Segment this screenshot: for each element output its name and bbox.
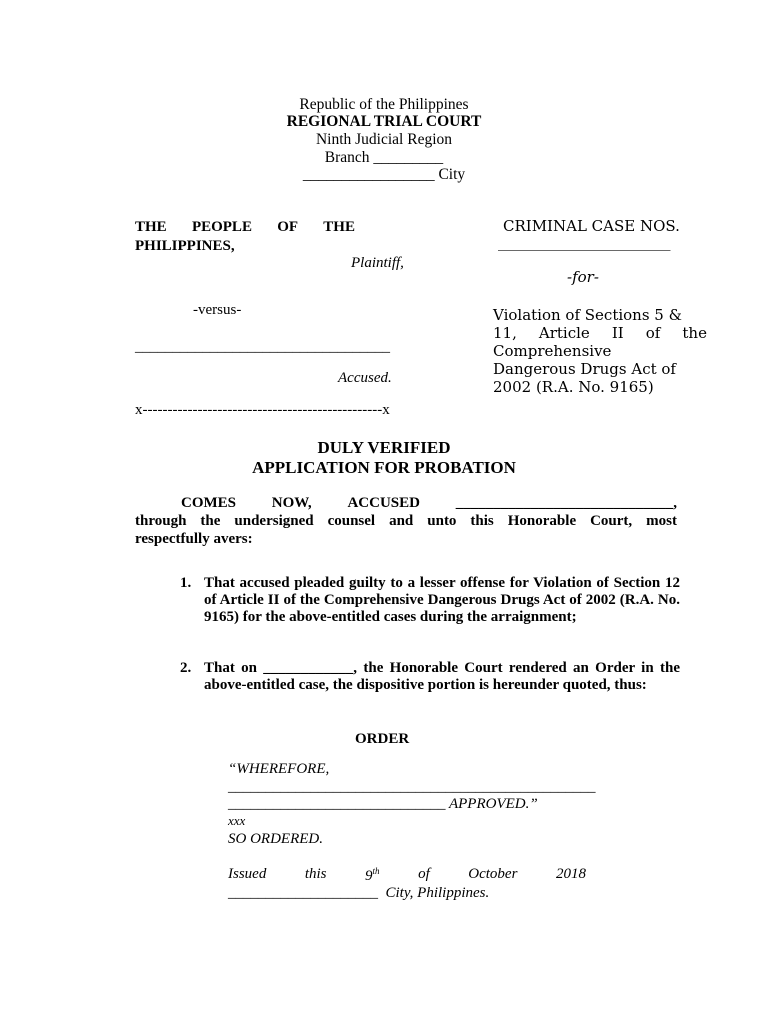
violation-line-3: Comprehensive: [493, 342, 612, 360]
numbered-item-2: [180, 660, 680, 694]
intro-word: _____________________________,: [455, 495, 677, 511]
intro-word: NOW,: [271, 495, 312, 511]
violation-word: the: [682, 324, 707, 342]
party-word: THE: [323, 219, 355, 235]
item-text: That accused pleaded guilty to a lesser offense for Violation of Section 12 of Article II of the Comprehensive Dangerous Drugs Act of 2002 (R.A. No. 9165) for the above-entitled cases during the arraignment;: [204, 575, 680, 625]
caption-separator: x------------------------------------------------x: [135, 402, 390, 418]
violation-word: of: [645, 324, 661, 342]
document-title-line-2: APPLICATION FOR PROBATION: [252, 458, 516, 477]
item-number: 2.: [180, 660, 192, 676]
accused-label: Accused.: [338, 370, 392, 386]
intro-word: ACCUSED: [347, 495, 420, 511]
party-word: THE: [135, 219, 167, 235]
party-word: OF: [277, 219, 299, 235]
party-word: PEOPLE: [191, 219, 252, 235]
order-heading: ORDER: [355, 731, 410, 747]
court-name: REGIONAL TRIAL COURT: [286, 113, 482, 130]
intro-line-2-text: through the undersigned counsel and unto this Honorable Court, most: [135, 513, 677, 529]
issued-word: of: [418, 866, 430, 882]
republic-line: Republic of the Philippines: [299, 96, 469, 113]
judicial-region: Ninth Judicial Region: [315, 131, 453, 148]
issued-day: [365, 867, 380, 884]
issued-word: this: [304, 866, 327, 882]
issued-word: Issued: [228, 866, 267, 882]
party-line-1: [135, 220, 355, 235]
city-line: _________________ City: [302, 166, 466, 183]
intro-word: COMES: [181, 495, 237, 511]
document-title-line-1: DULY VERIFIED: [317, 438, 451, 457]
violation-line-5: 2002 (R.A. No. 9165): [493, 378, 654, 396]
item-text: That on ____________, the Honorable Court rendered an Order in the above-entitled case, the dispositive portion is hereunder quoted, thus:: [204, 660, 680, 693]
plaintiff-label: Plaintiff,: [351, 255, 404, 271]
issued-line-2: ____________________ City, Philippines.: [228, 885, 490, 901]
violation-line-1: Violation of Sections 5 &: [493, 306, 682, 324]
order-approved-line: _____________________________ APPROVED.”: [228, 796, 538, 812]
violation-line-4: Dangerous Drugs Act of: [493, 360, 676, 378]
violation-word: Article: [538, 324, 590, 342]
violation-line-2: [493, 326, 707, 341]
case-number-label: CRIMINAL CASE NOS.: [503, 217, 680, 235]
order-blank-line: _________________________________________________: [228, 779, 596, 795]
violation-word: II: [611, 324, 624, 342]
order-wherefore: “WHEREFORE,: [228, 761, 330, 777]
issued-day-number: 9: [365, 868, 373, 884]
numbered-item-1: [180, 575, 680, 626]
violation-word: 11,: [493, 324, 517, 342]
issued-word: October: [468, 866, 518, 882]
accused-name-blank: __________________________________: [135, 339, 390, 355]
intro-line-1: [181, 496, 677, 511]
issued-line-1: [228, 867, 586, 884]
branch-line: Branch _________: [324, 149, 444, 166]
for-label: -for-: [567, 268, 599, 286]
order-so-ordered: SO ORDERED.: [228, 831, 323, 847]
case-number-blank: _______________________: [498, 233, 671, 251]
intro-line-3: respectfully avers:: [135, 531, 253, 547]
item-number: 1.: [180, 575, 192, 591]
party-line-2: PHILIPPINES,: [135, 238, 235, 254]
versus-label: -versus-: [193, 302, 242, 318]
intro-line-2: [135, 514, 677, 529]
issued-day-suffix: th: [372, 866, 380, 876]
issued-word: 2018: [555, 866, 586, 882]
order-xxx: xxx: [228, 813, 246, 828]
